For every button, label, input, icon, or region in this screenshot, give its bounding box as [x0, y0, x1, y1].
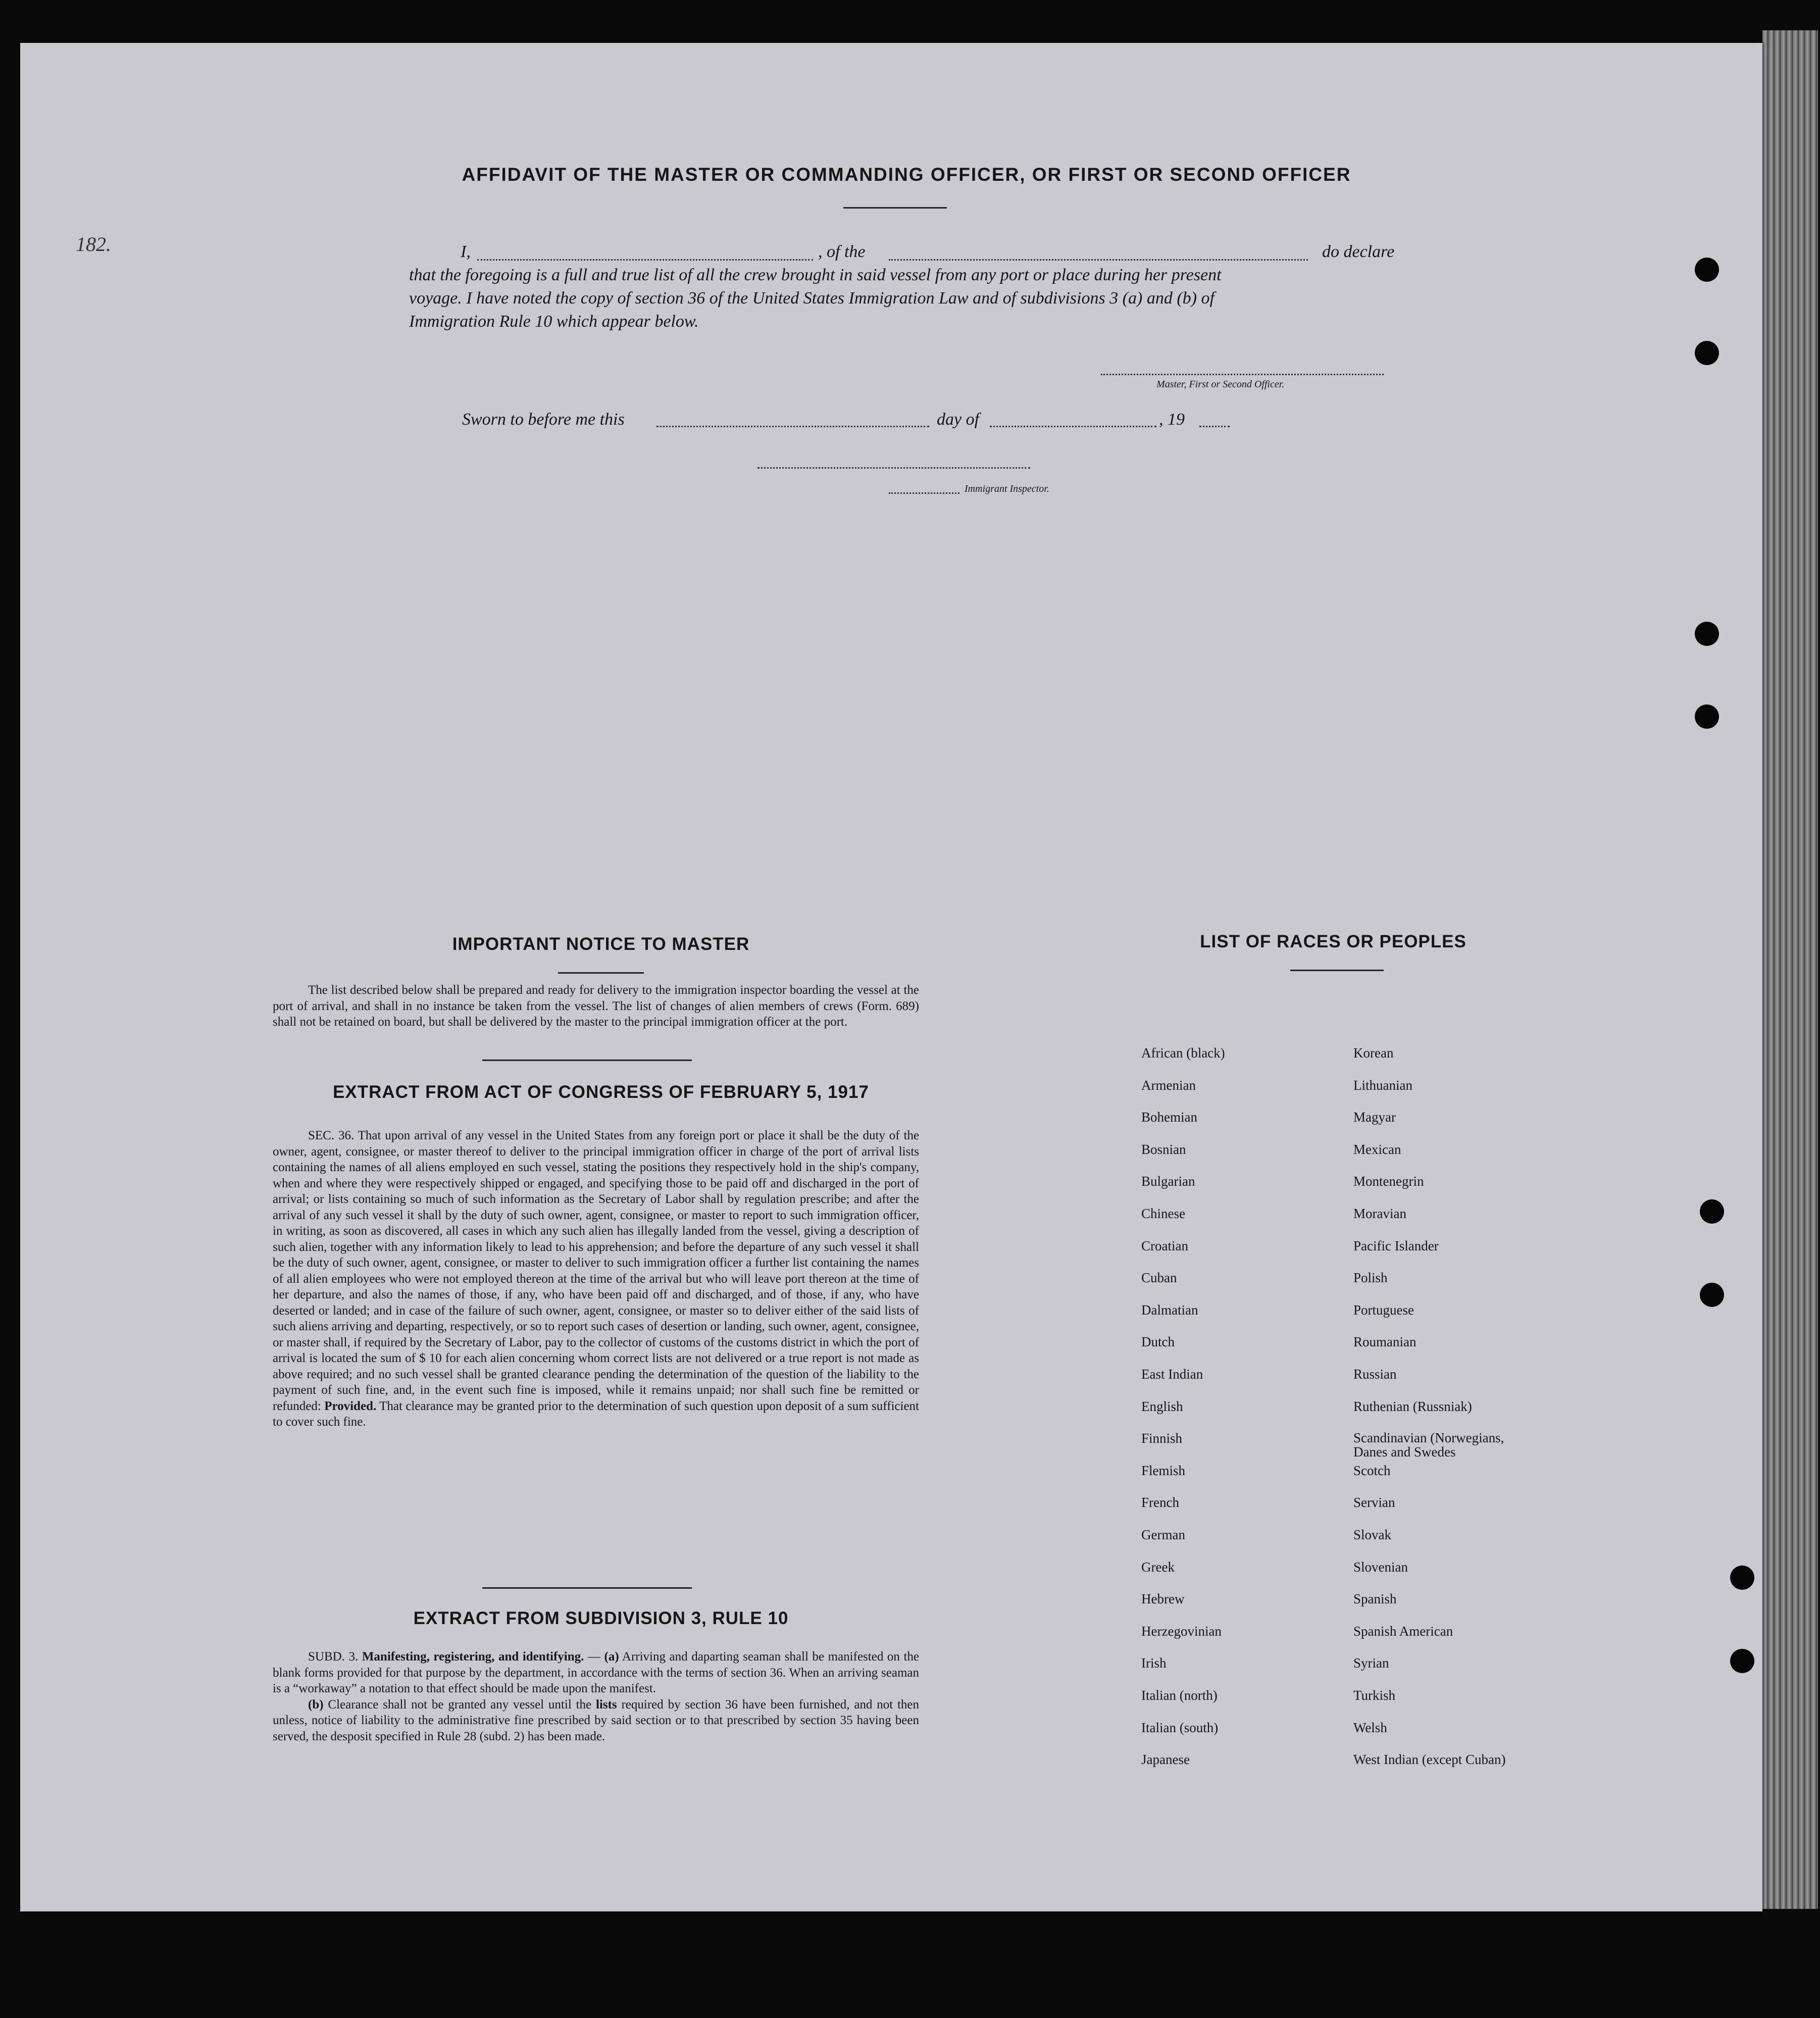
punch-hole: [1730, 1566, 1754, 1590]
sworn-day-field[interactable]: [656, 426, 929, 427]
rule10-a-text: Arriving and daparting seaman shall be manifested on the blank forms provided for that purpose by the department, in accordance with the terms of section 36. When an arriving seaman is a “workaway” a notation to that effect should be made upon the manifest.: [273, 1650, 919, 1695]
punch-hole: [1695, 704, 1719, 729]
race-item: Welsh: [1353, 1720, 1387, 1735]
rule10-dash: —: [587, 1650, 600, 1663]
year-label: , 19: [1159, 410, 1185, 429]
sworn-month-field[interactable]: [990, 426, 1156, 427]
act-divider: [482, 1587, 692, 1589]
race-item: Moravian: [1353, 1206, 1406, 1221]
inspector-line-2: [889, 492, 959, 494]
race-item: Italian (south): [1141, 1720, 1219, 1735]
act-text-end: That clearance may be granted prior to the determination of such question upon deposit of a sum sufficient to cover such fine.: [273, 1399, 919, 1429]
race-item: Dutch: [1141, 1334, 1175, 1350]
notice-text-content: The list described below shall be prepared and ready for delivery to the immigration inspector boarding the vessel at the port of arrival, and shall in no instance be taken from the vessel. The list of changes of alien members of crews (Form. 689) shall not be retained on board, but shall be delivered by the master to the principal immigration officer at the port.: [273, 983, 919, 1029]
name-field[interactable]: [477, 259, 813, 261]
master-signature-field[interactable]: [1101, 374, 1384, 375]
inspector-signature-field[interactable]: [757, 467, 1030, 469]
race-item: Magyar: [1353, 1109, 1396, 1125]
race-item: Cuban: [1141, 1270, 1177, 1286]
race-item: Bohemian: [1141, 1109, 1197, 1125]
notice-title-rule: [558, 972, 644, 974]
rule10-text: [273, 1649, 919, 1744]
punch-hole: [1700, 1283, 1724, 1307]
punch-hole: [1700, 1199, 1724, 1224]
race-item: Korean: [1353, 1045, 1394, 1061]
race-item: West Indian (except Cuban): [1353, 1752, 1506, 1768]
rule10-heading: Manifesting, registering, and identifying.: [362, 1650, 584, 1663]
rule10-b-lists: lists: [595, 1697, 617, 1711]
affidavit-of-the-label: , of the: [818, 242, 866, 261]
race-item: Dalmatian: [1141, 1302, 1198, 1318]
race-item: Roumanian: [1353, 1334, 1417, 1350]
race-item: Servian: [1353, 1495, 1395, 1510]
race-item: English: [1141, 1398, 1183, 1414]
rule10-b-text-1: Clearance shall not be granted any vessel until the: [328, 1697, 592, 1711]
race-item: Scandinavian (Norwegians, Danes and Swedes: [1353, 1430, 1504, 1460]
punch-hole: [1695, 258, 1719, 282]
master-caption: Master, First or Second Officer.: [1156, 379, 1285, 390]
day-of-label: day of: [937, 410, 980, 429]
race-item: Scotch: [1353, 1462, 1391, 1478]
race-item: African (black): [1141, 1045, 1225, 1061]
race-item: Herzegovinian: [1141, 1623, 1222, 1639]
race-item: Montenegrin: [1353, 1174, 1424, 1189]
race-item: Slovenian: [1353, 1559, 1408, 1575]
races-title: LIST OF RACES OR PEOPLES: [1200, 932, 1467, 951]
race-item: Pacific Islander: [1353, 1238, 1439, 1253]
affidavit-i-label: I,: [461, 242, 471, 261]
race-item: Flemish: [1141, 1462, 1186, 1478]
act-text: [273, 1128, 919, 1430]
rule10-title: EXTRACT FROM SUBDIVISION 3, RULE 10: [413, 1608, 789, 1628]
rule10-subd-label: SUBD. 3.: [308, 1650, 359, 1663]
race-item: Bulgarian: [1141, 1174, 1195, 1189]
punch-hole: [1695, 622, 1719, 646]
race-item: Polish: [1353, 1270, 1388, 1286]
race-item: German: [1141, 1527, 1185, 1542]
page-edge-stack: [1762, 30, 1818, 1909]
title-rule: [843, 207, 947, 209]
race-item: Japanese: [1141, 1752, 1190, 1768]
punch-hole: [1730, 1649, 1754, 1673]
race-item: Italian (north): [1141, 1688, 1218, 1703]
rule10-b-text-2: required by section 36 have been furnished, and not then unless, notice of liability to the administrative fine prescribed by said section or to that prescribed by section 35 having been served, the desposit specified in Rule 28 (subd. 2) has been made.: [273, 1697, 920, 1743]
race-item: Chinese: [1141, 1206, 1185, 1221]
race-item: French: [1141, 1495, 1179, 1510]
act-title: EXTRACT FROM ACT OF CONGRESS OF FEBRUARY 5, 1917: [333, 1082, 869, 1102]
punch-hole: [1695, 341, 1719, 365]
race-item: Bosnian: [1141, 1141, 1186, 1157]
race-item: Irish: [1141, 1655, 1167, 1671]
affidavit-title: AFFIDAVIT OF THE MASTER OR COMMANDING OFFICER, OR FIRST OR SECOND OFFICER: [462, 164, 1351, 185]
notice-divider: [482, 1060, 692, 1061]
affidavit-declare-label: do declare: [1322, 242, 1395, 261]
margin-mark: 182.: [76, 233, 111, 256]
race-item: Mexican: [1353, 1141, 1401, 1157]
race-item: Finnish: [1141, 1431, 1183, 1446]
affidavit-line-4: Immigration Rule 10 which appear below.: [409, 312, 699, 331]
rule10-a-label: (a): [604, 1650, 619, 1663]
race-item: Ruthenian (Russniak): [1353, 1398, 1472, 1414]
race-item: Portuguese: [1353, 1302, 1414, 1318]
race-item: Spanish American: [1353, 1623, 1453, 1639]
race-item: Turkish: [1353, 1688, 1396, 1703]
race-item: East Indian: [1141, 1367, 1203, 1382]
races-title-rule: [1290, 970, 1384, 971]
inspector-caption: Immigrant Inspector.: [965, 483, 1049, 494]
vessel-field[interactable]: [889, 259, 1308, 261]
race-item: Greek: [1141, 1559, 1175, 1575]
race-item: Croatian: [1141, 1238, 1188, 1253]
sworn-year-field[interactable]: [1199, 426, 1230, 427]
race-item: Hebrew: [1141, 1591, 1185, 1607]
act-text-main: SEC. 36. That upon arrival of any vessel in the United States from any foreign port or place it shall be the duty of the owner, agent, consignee, or master thereof to deliver to the principal immigration officer in charge of the port of arrival lists containing the names of all aliens employed en such vessel, stating the positions they respectively hold in the ship's company, when and where they were respectively shipped or engaged, and specifying those to be paid off and discharged in the port of arrival; or lists containing so much of such information as the Secretary of Labor shall by regulation prescribe; and after the arrival of any such vessel it shall by the duty of such owner, agent, consignee, or master to report to such immigration officer, in writing, as soon as discovered, all cases in which any such alien has illegally landed from the vessel, giving a description of such alien, together with any information likely to lead to his apprehension; and before the departure of any such vessel it shall be the duty of such owner, agent, consignee, or master to deliver to such immigration officer a further list containing the names of all alien employees who were not employed thereon at the time of the arrival but who will leave port thereon at the time of her departure, and also the names of those, if any, who have been paid off and discharged, and of those, if any, who have deserted or landed; and in case of the failure of such owner, agent, consignee, or master so to deliver either of the said lists of such aliens arriving and departing, respectively, or so to report such cases of desertion or landing, such owner, agent, consignee, or master shall, if required by the Secretary of Labor, pay to the collector of customs of the customs district in which the port of arrival is located the sum of $ 10 for each alien concerning whom correct lists are not delivered or a true report is not made as above required; and no such vessel shall be granted clearance pending the determination of the question of the liability to the payment of such fine, and, in the event such fine is imposed, while it remains unpaid; nor shall such fine be remitted or refunded:: [273, 1129, 919, 1413]
sworn-label: Sworn to before me this: [462, 410, 625, 429]
affidavit-line-2: that the foregoing is a full and true list of all the crew brought in said vessel from any port or place during her present: [409, 266, 1222, 284]
rule10-b-label: (b): [308, 1697, 324, 1711]
race-item: Russian: [1353, 1367, 1397, 1382]
notice-title: IMPORTANT NOTICE TO MASTER: [452, 934, 750, 954]
race-item: Syrian: [1353, 1655, 1389, 1671]
race-item: Slovak: [1353, 1527, 1392, 1542]
act-provided: Provided.: [324, 1399, 377, 1413]
race-item: Lithuanian: [1353, 1077, 1412, 1093]
race-item: Spanish: [1353, 1591, 1397, 1607]
affidavit-line-3: voyage. I have noted the copy of section 36 of the United States Immigration Law and of subdivisions 3 (a) and (b) of: [409, 289, 1215, 308]
race-item: Armenian: [1141, 1077, 1196, 1093]
notice-text: [273, 982, 919, 1030]
document-page: [20, 43, 1762, 1911]
